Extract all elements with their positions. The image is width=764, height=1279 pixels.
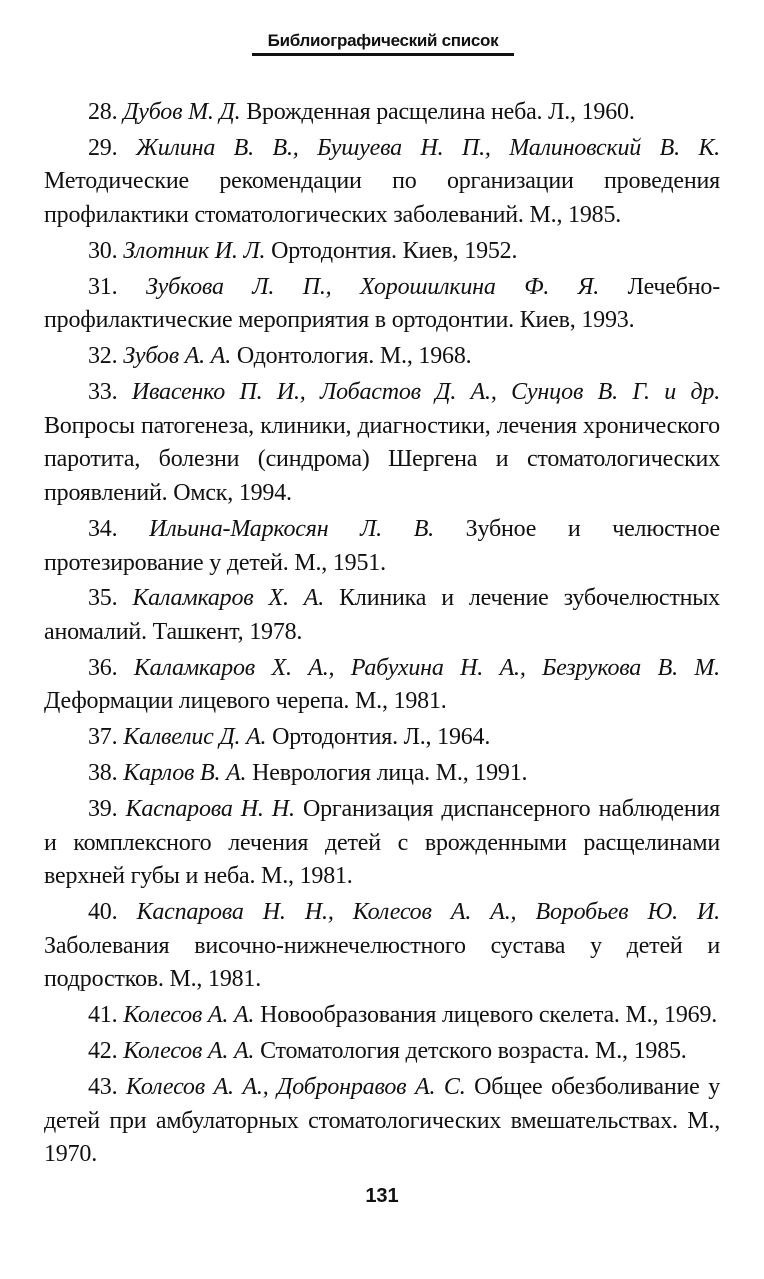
entry-text: Клиника и лечение зубочелюстных аномалий. Ташкент, 1978. [44, 585, 720, 645]
entry-text: Заболевания височно-нижнечелюстного сустава у детей и подростков. М., 1981. [44, 932, 720, 993]
entry-author: Ивасенко П. И., Лобастов Д. А., Сунцов В. Г. и др. [131, 379, 720, 406]
entry-text: Одонтология. М., 1968. [236, 343, 472, 370]
entry-text: Врожденная расщелина неба. Л., 1960. [246, 99, 635, 125]
entry-number: 37. [88, 724, 118, 751]
entry-number: 42. [88, 1038, 118, 1065]
bibliography-entry [44, 721, 720, 755]
entry-number: 29. [88, 134, 118, 161]
bibliography-entry [44, 1071, 720, 1172]
entry-author: Злотник И. Л. [123, 237, 266, 264]
entry-author: Каспарова Н. Н. [125, 796, 295, 823]
bibliography-entry [44, 340, 720, 374]
entry-author: Каспарова Н. Н., Колесов А. А., Воробьев Ю. И. [136, 899, 720, 926]
entry-author: Карлов В. А. [123, 760, 247, 787]
entry-number: 35. [88, 585, 118, 612]
entry-author: Жилина В. В., Бушуева Н. П., Малиновский В. К. [135, 134, 720, 161]
bibliography-entry [44, 513, 720, 580]
entry-author: Зубов А. А. [123, 343, 232, 370]
entry-number: 31. [88, 273, 118, 300]
entry-text: Зубное и челюстное протезирование у детей. М., 1951. [44, 515, 720, 576]
entry-author: Колесов А. А. [123, 1002, 255, 1029]
entry-author: Калвелис Д. А. [123, 724, 267, 751]
entry-text: Новообразования лицевого скелета. М., 1969. [260, 1002, 718, 1029]
entry-text: Общее обезболивание у детей при амбулаторных стоматологических вмешательствах. М., 1970. [44, 1074, 720, 1168]
bibliography-entry [44, 582, 720, 649]
entry-number: 39. [88, 796, 118, 823]
entry-text: Вопросы патогенеза, клиники, диагностики, лечения хронического паротита, болезни (синдрома) Шергена и стоматологических проявлений. Омск, 1994. [44, 412, 720, 507]
bibliography-entry [44, 235, 720, 269]
bibliography-list [44, 96, 720, 1174]
entry-number: 36. [88, 654, 118, 681]
entry-text: Лечебно-профилактические мероприятия в ортодонтии. Киев, 1993. [44, 273, 720, 334]
entry-text: Организация диспансерного наблюдения и комплексного лечения детей с врожденными расщелинами верхней губы и неба. М., 1981. [44, 796, 720, 890]
entry-number: 30. [88, 237, 118, 264]
entry-text: Неврология лица. М., 1991. [252, 760, 528, 787]
entry-author: Каламкаров Х. А., Рабухина Н. А., Безрукова В. М. [133, 654, 720, 681]
entry-author: Зубкова Л. П., Хорошилкина Ф. Я. [145, 273, 600, 300]
entry-text: Деформации лицевого черепа. М., 1981. [44, 688, 447, 715]
entry-text: Ортодонтия. Киев, 1952. [271, 237, 518, 264]
entry-number: 34. [88, 515, 118, 542]
bibliography-entry [44, 376, 720, 510]
bibliography-entry [44, 652, 720, 719]
bibliography-entry [44, 271, 720, 338]
page-number: 131 [365, 1185, 399, 1207]
entry-author: Колесов А. А., Добронравов А. С. [126, 1074, 466, 1101]
bibliography-entry [44, 793, 720, 894]
entry-number: 43. [88, 1074, 118, 1101]
bibliography-entry [44, 999, 720, 1033]
entry-author: Колесов А. А. [123, 1038, 255, 1065]
entry-number: 38. [88, 760, 118, 787]
bibliography-entry [44, 757, 720, 791]
entry-author: Ильина-Маркосян Л. В. [149, 515, 434, 542]
entry-number: 28. [88, 99, 118, 125]
entry-number: 40. [88, 899, 118, 926]
entry-text: Ортодонтия. Л., 1964. [272, 724, 491, 751]
entry-text: Методические рекомендации по организации проведения профилактики стоматологических заболеваний. М., 1985. [44, 168, 720, 229]
bibliography-entry [44, 132, 720, 233]
entry-text: Стоматология детского возраста. М., 1985. [260, 1038, 687, 1065]
entry-number: 33. [88, 379, 118, 406]
entry-author: Каламкаров Х. А. [132, 585, 325, 612]
entry-number: 32. [88, 343, 118, 370]
bibliography-entry [44, 1035, 720, 1069]
bibliography-entry [44, 896, 720, 997]
running-header: Библиографический список [252, 30, 514, 56]
entry-number: 41. [88, 1002, 118, 1029]
bibliography-entry [44, 96, 720, 130]
entry-author: Дубов М. Д. [123, 99, 241, 125]
